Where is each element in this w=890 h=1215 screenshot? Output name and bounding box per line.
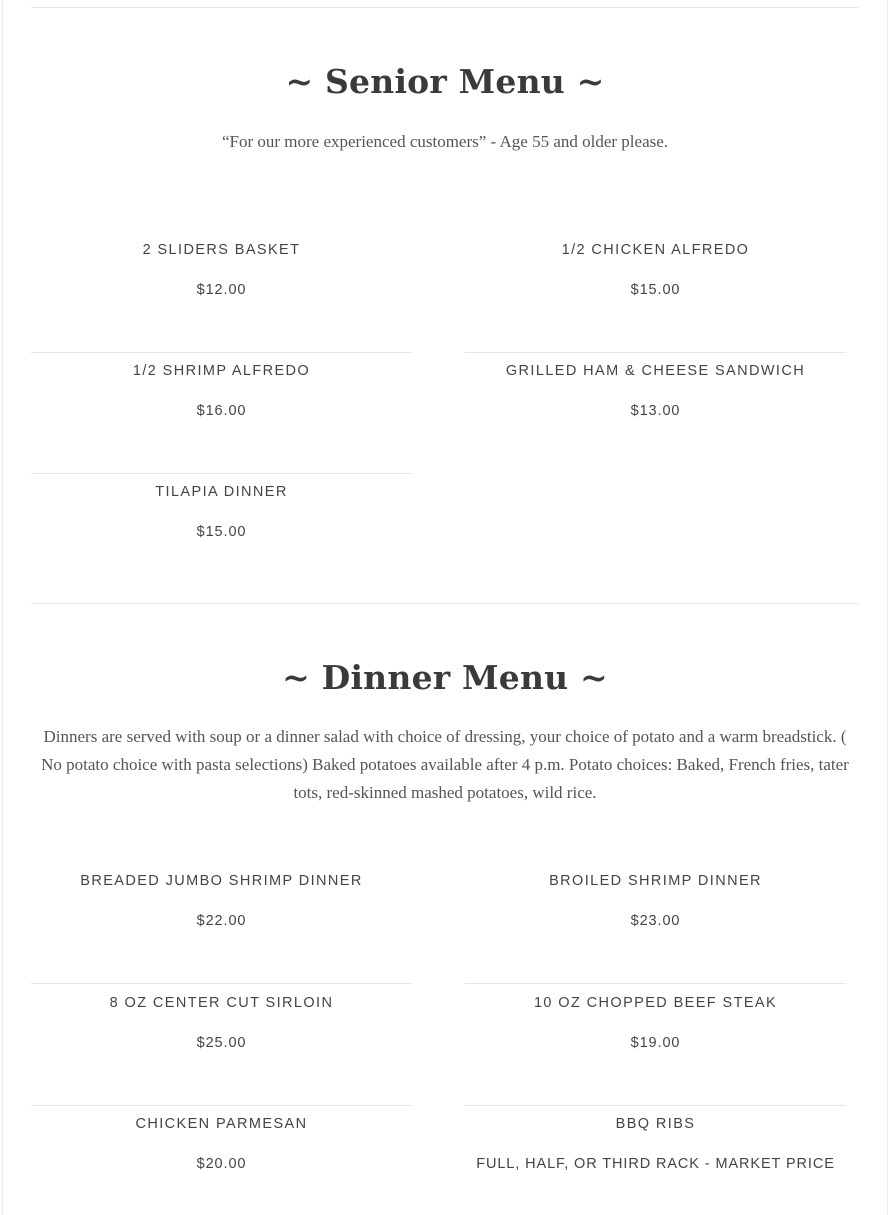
menu-item[interactable] <box>465 353 846 474</box>
menu-item-name: 8 OZ CENTER CUT SIRLOIN <box>109 995 334 1011</box>
menu-item-price: $20.00 <box>196 1156 247 1172</box>
menu-item-name: 1/2 SHRIMP ALFREDO <box>132 363 311 379</box>
menu-item[interactable] <box>31 474 412 595</box>
menu-item[interactable] <box>31 1106 412 1215</box>
menu-item-name: 1/2 CHICKEN ALFREDO <box>561 242 750 258</box>
menu-item-price: $15.00 <box>630 282 681 298</box>
menu-item-name: TILAPIA DINNER <box>155 484 288 500</box>
menu-item-name: BROILED SHRIMP DINNER <box>549 873 762 889</box>
menu-item-price: $25.00 <box>196 1035 247 1051</box>
menu-item[interactable] <box>31 232 412 353</box>
menu-item-price: $12.00 <box>196 282 247 298</box>
menu-item-name: BREADED JUMBO SHRIMP DINNER <box>80 873 363 889</box>
menu-item-price: $13.00 <box>630 403 681 419</box>
menu-item-price: $19.00 <box>630 1035 681 1051</box>
senior-menu-description: “For our more experienced customers” - Age 55 and older please. <box>221 132 669 151</box>
senior-menu-title: ~ Senior Menu ~ <box>285 62 605 101</box>
dinner-menu-description: Dinners are served with soup or a dinner salad with choice of dressing, your choice of potato and a warm breadstick. ( No potato choice with pasta selections) Baked potatoes available after 4 p.m. Potato choices: Baked, French fries, tater tots, red-skinned mashed potatoes, wild rice. <box>41 727 849 802</box>
section-divider <box>31 603 859 604</box>
menu-item-price: $22.00 <box>196 913 247 929</box>
menu-item-price: $16.00 <box>196 403 247 419</box>
menu-item-name: BBQ RIBS <box>615 1116 696 1132</box>
menu-item[interactable] <box>31 863 412 984</box>
menu-item[interactable] <box>465 863 846 984</box>
menu-item-name: 10 OZ CHOPPED BEEF STEAK <box>533 995 778 1011</box>
menu-item[interactable] <box>31 985 412 1106</box>
menu-item-price: $15.00 <box>196 524 247 540</box>
menu-item-name: CHICKEN PARMESAN <box>135 1116 308 1132</box>
menu-item[interactable] <box>465 232 846 353</box>
menu-item[interactable] <box>465 985 846 1106</box>
menu-item-price: $23.00 <box>630 913 681 929</box>
menu-item-price: FULL, HALF, OR THIRD RACK - MARKET PRICE <box>476 1156 835 1172</box>
dinner-menu-title: ~ Dinner Menu ~ <box>282 658 608 697</box>
menu-item[interactable] <box>31 353 412 474</box>
menu-item[interactable] <box>465 1106 846 1215</box>
menu-item-name: 2 SLIDERS BASKET <box>142 242 301 258</box>
menu-item-name: GRILLED HAM & CHEESE SANDWICH <box>505 363 806 379</box>
section-divider-top <box>31 7 859 8</box>
